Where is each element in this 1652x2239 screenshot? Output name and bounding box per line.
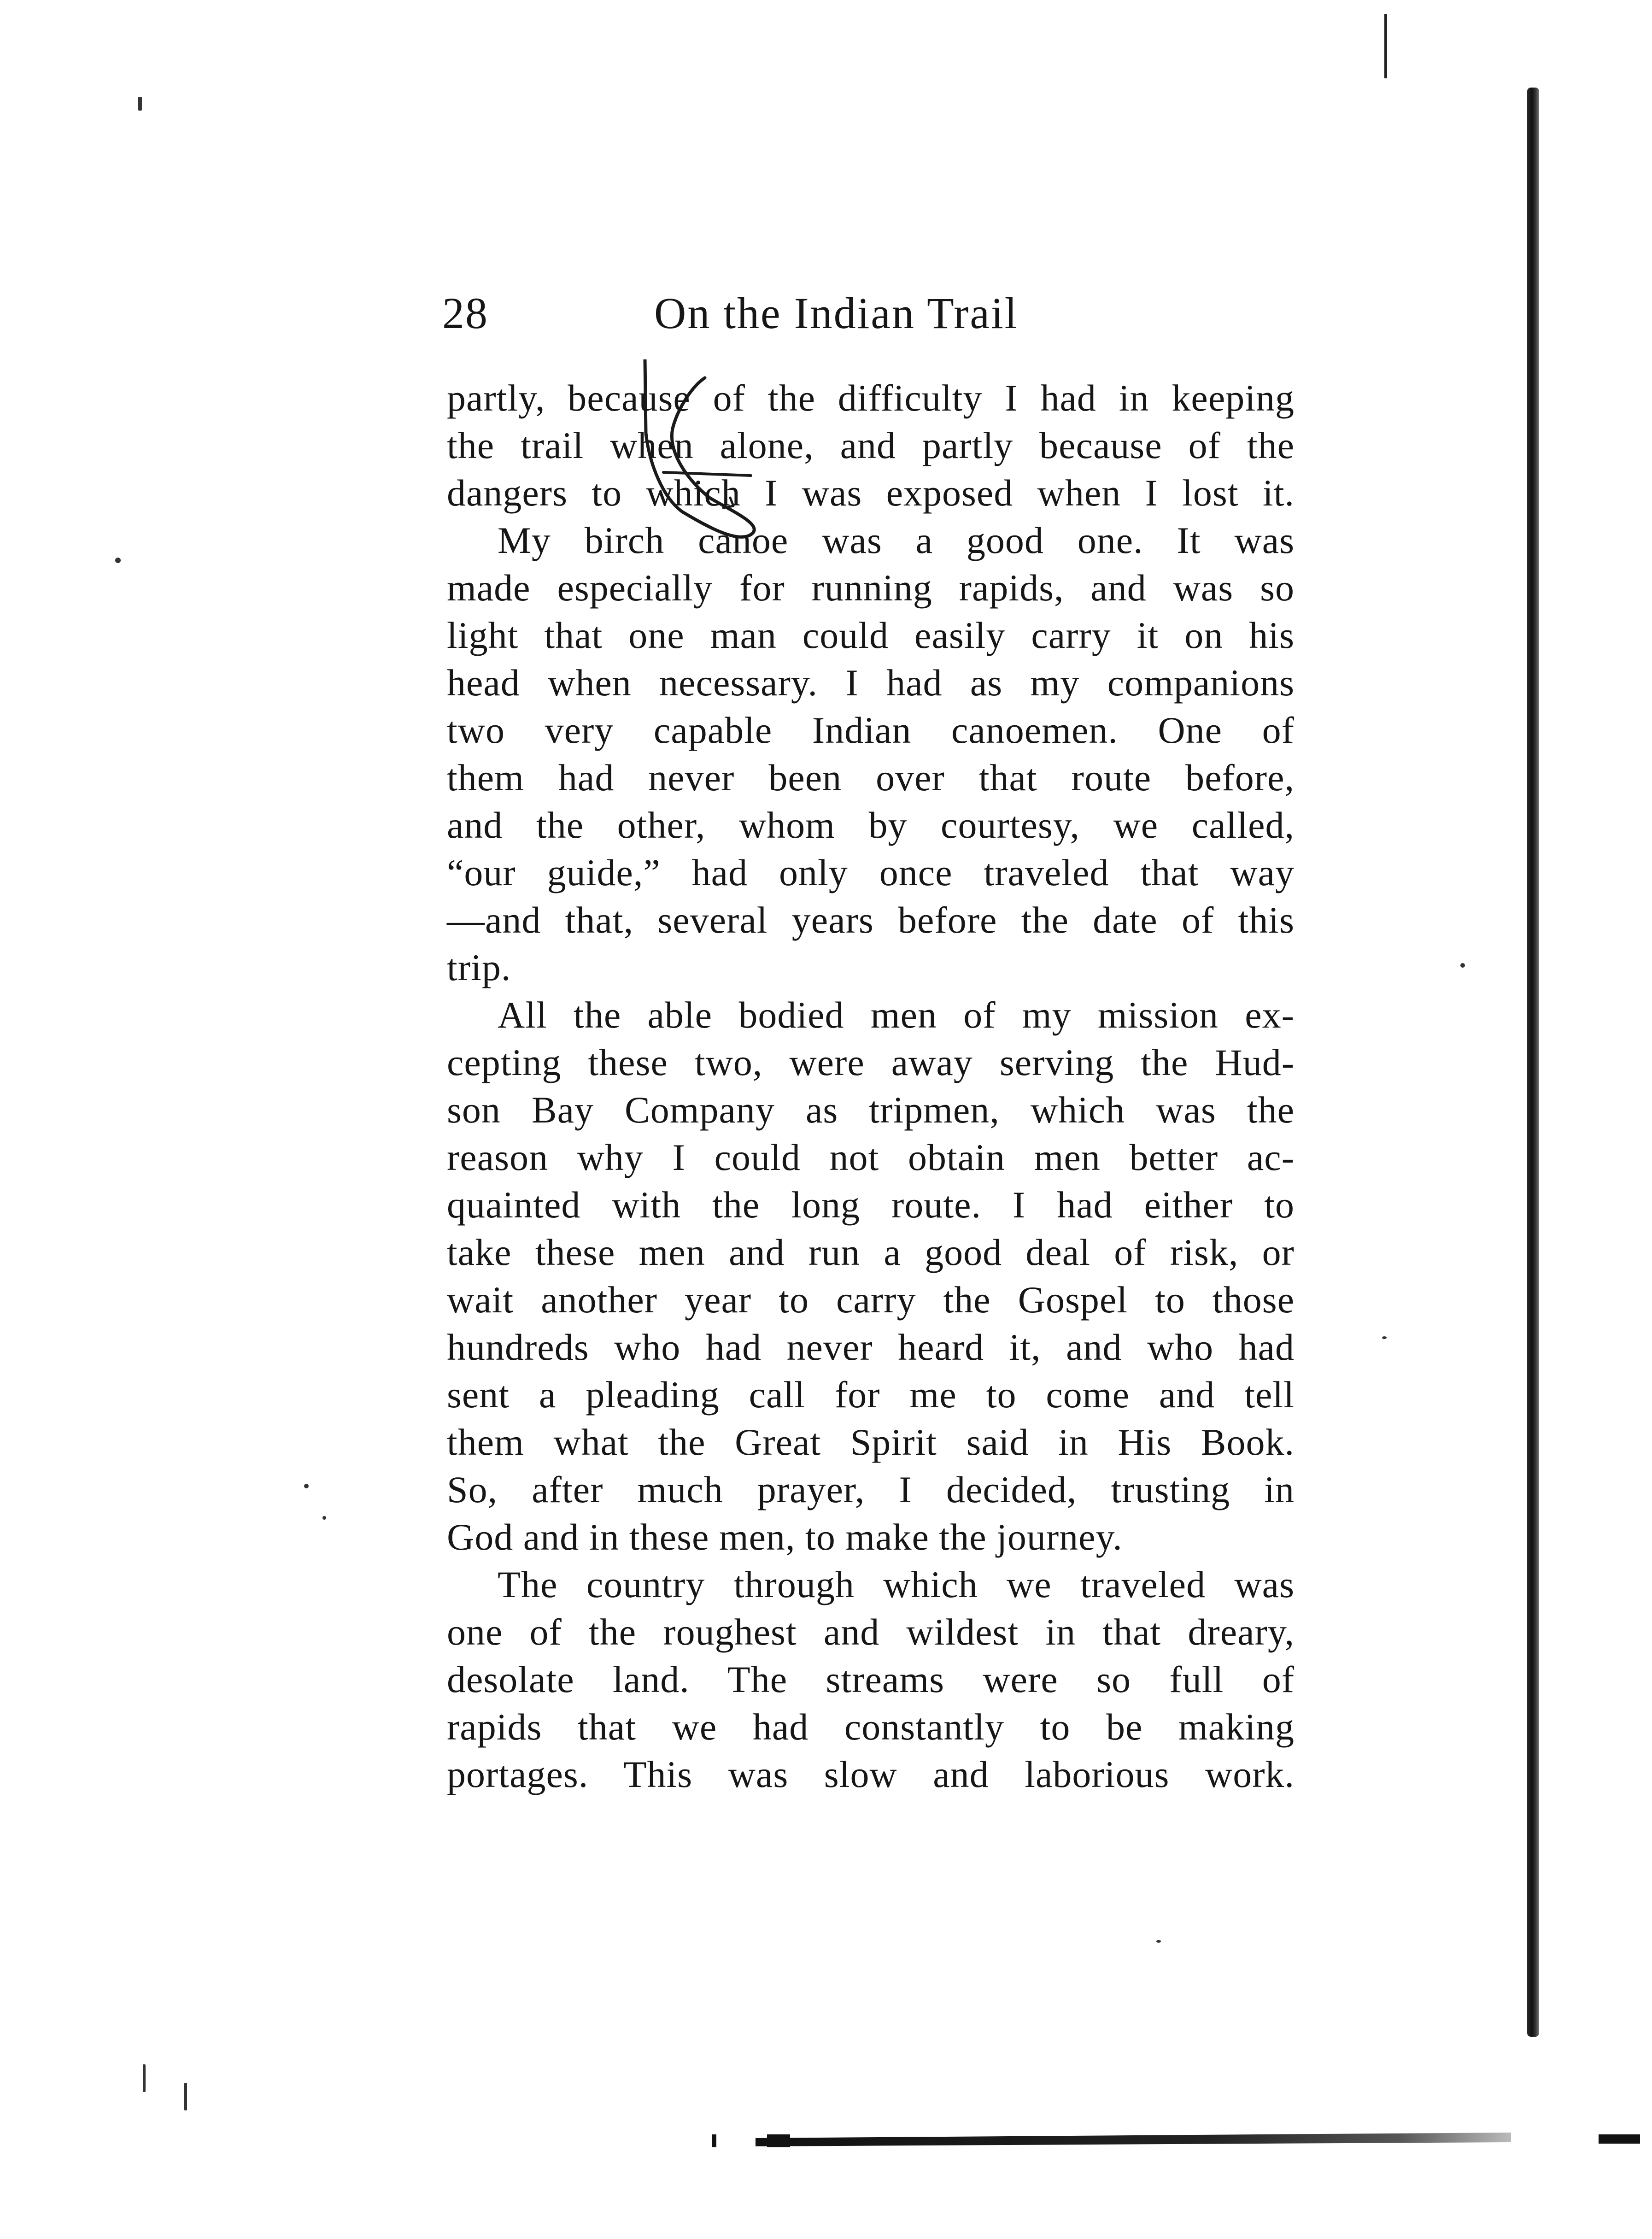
- scan-speck: [1382, 1336, 1387, 1339]
- text-line: reason why I could not obtain men better ac-: [447, 1136, 1295, 1178]
- text-line: head when necessary. I had as my companions: [447, 662, 1295, 704]
- text-line: trip.: [447, 946, 511, 988]
- text-line: sent a pleading call for me to come and tell: [447, 1374, 1295, 1416]
- page-header: [442, 276, 1142, 350]
- binding-edge-shadow: [1527, 88, 1539, 2037]
- text-line: light that one man could easily carry it on his: [447, 614, 1295, 656]
- scan-speck: [184, 2083, 187, 2110]
- text-line: dangers to which I was exposed when I lost it.: [447, 472, 1295, 514]
- text-line: made especially for running rapids, and was so: [447, 567, 1295, 609]
- text-line: them what the Great Spirit said in His Book.: [447, 1421, 1295, 1463]
- text-line: So, after much prayer, I decided, trusting in: [447, 1469, 1295, 1510]
- text-line: hundreds who had never heard it, and who had: [447, 1326, 1295, 1368]
- scan-speck: [115, 558, 121, 563]
- text-line: The country through which we traveled was: [498, 1563, 1295, 1605]
- text-line: desolate land. The streams were so full of: [447, 1658, 1295, 1700]
- body-text: [447, 374, 1295, 1798]
- text-line: My birch canoe was a good one. It was: [498, 519, 1295, 561]
- text-line: rapids that we had constantly to be making: [447, 1706, 1295, 1748]
- text-line: and the other, whom by courtesy, we called,: [447, 804, 1295, 846]
- running-title: On the Indian Trail: [654, 288, 1019, 338]
- binding-edge-top-mark: [1384, 14, 1387, 78]
- scan-speck: [138, 97, 142, 111]
- page-number: 28: [442, 288, 488, 338]
- scan-speck: [143, 2064, 146, 2092]
- text-line: one of the roughest and wildest in that dreary,: [447, 1611, 1295, 1653]
- text-line: wait another year to carry the Gospel to those: [447, 1279, 1295, 1321]
- scan-bottom-edge-shadow: [756, 2133, 1511, 2146]
- scan-artifact-mark: [712, 2134, 716, 2147]
- scan-speck: [322, 1516, 326, 1520]
- scan-speck: [1460, 963, 1465, 968]
- text-line: God and in these men, to make the journey.: [447, 1516, 1123, 1558]
- text-line: two very capable Indian canoemen. One of: [447, 709, 1295, 751]
- text-line: son Bay Company as tripmen, which was the: [447, 1089, 1295, 1131]
- text-line: them had never been over that route before,: [447, 757, 1295, 799]
- text-line: partly, because of the difficulty I had in keeping: [447, 377, 1295, 419]
- text-line: quainted with the long route. I had either to: [447, 1184, 1295, 1226]
- text-line: —and that, several years before the date of this: [447, 899, 1295, 941]
- text-line: portages. This was slow and laborious work.: [447, 1753, 1295, 1795]
- scan-speck: [1156, 1940, 1161, 1943]
- text-line: the trail when alone, and partly because of the: [447, 424, 1295, 466]
- text-line: “our guide,” had only once traveled that way: [447, 852, 1295, 893]
- text-line: cepting these two, were away serving the Hud-: [447, 1041, 1295, 1083]
- scan-speck: [304, 1484, 309, 1488]
- scan-artifact-mark: [1599, 2134, 1640, 2144]
- text-line: All the able bodied men of my mission ex-: [498, 994, 1295, 1036]
- text-line: take these men and run a good deal of risk, or: [447, 1231, 1295, 1273]
